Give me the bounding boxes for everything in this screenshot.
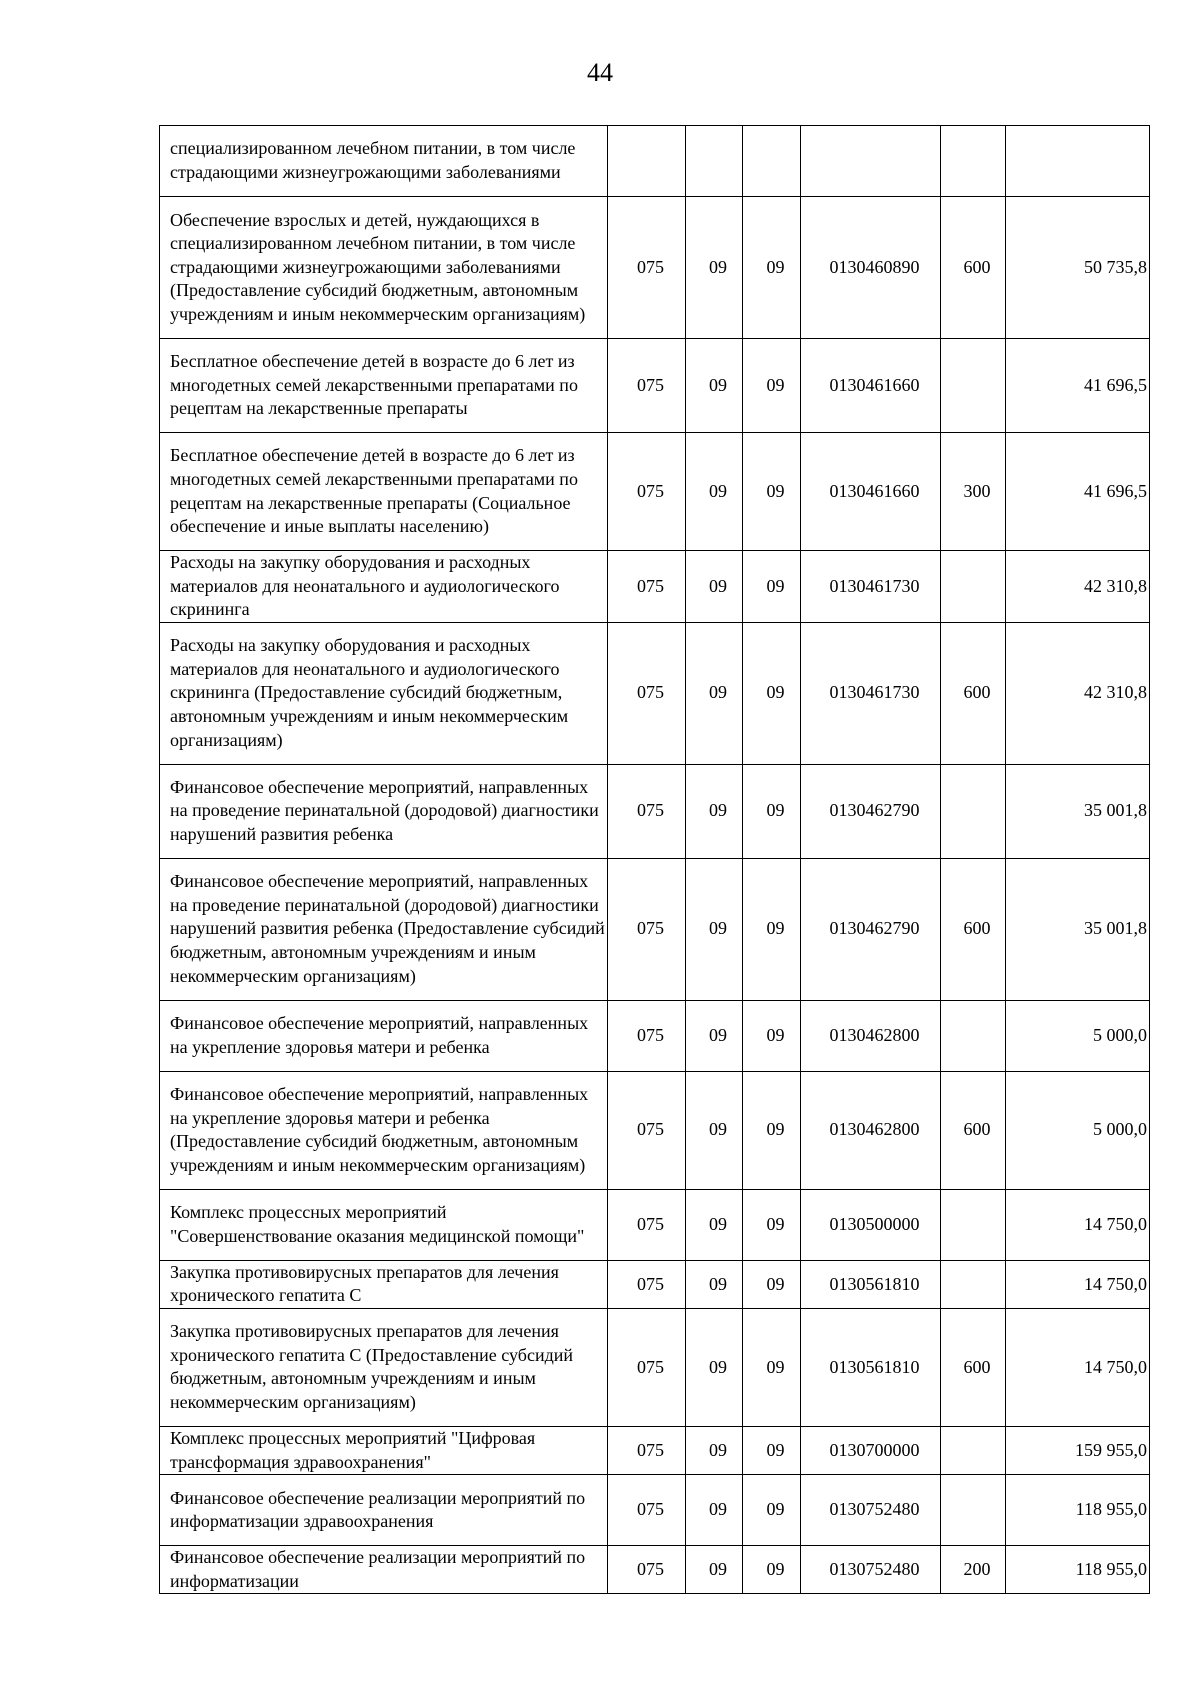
expense-type-cell	[941, 1426, 1006, 1474]
expense-type-cell	[941, 339, 1006, 433]
target-article-cell: 0130462800	[801, 1071, 941, 1189]
section-code-cell: 09	[686, 1308, 743, 1426]
expense-name-cell: Финансовое обеспечение мероприятий, направленных на проведение перинатальной (дородовой) диагностики нарушений развития ребенка (Предоставление субсидий бюджетным, автономным учреждениям и иным некоммерческим организациям)	[160, 858, 608, 1000]
expense-type-cell	[941, 551, 1006, 623]
table-row	[160, 126, 1150, 197]
subsection-code-cell: 09	[743, 197, 801, 339]
subsection-code-cell	[743, 126, 801, 197]
amount-cell: 35 001,8	[1006, 764, 1150, 858]
expense-name-cell: Расходы на закупку оборудования и расходных материалов для неонатального и аудиологического скрининга	[160, 551, 608, 623]
amount-cell: 50 735,8	[1006, 197, 1150, 339]
table-row	[160, 1189, 1150, 1260]
amount-cell: 14 750,0	[1006, 1260, 1150, 1308]
section-code-cell: 09	[686, 1260, 743, 1308]
table-row	[160, 764, 1150, 858]
ministry-code-cell: 075	[608, 1071, 686, 1189]
target-article-cell: 0130462800	[801, 1000, 941, 1071]
target-article-cell: 0130460890	[801, 197, 941, 339]
section-code-cell: 09	[686, 622, 743, 764]
amount-cell: 5 000,0	[1006, 1000, 1150, 1071]
expense-name-cell: Финансовое обеспечение мероприятий, направленных на укрепление здоровья матери и ребенка	[160, 1000, 608, 1071]
expense-type-cell	[941, 764, 1006, 858]
section-code-cell: 09	[686, 1475, 743, 1546]
amount-cell: 35 001,8	[1006, 858, 1150, 1000]
table-row	[160, 622, 1150, 764]
ministry-code-cell: 075	[608, 197, 686, 339]
expense-name-cell: Бесплатное обеспечение детей в возрасте до 6 лет из многодетных семей лекарственными препаратами по рецептам на лекарственные препараты	[160, 339, 608, 433]
subsection-code-cell: 09	[743, 1260, 801, 1308]
ministry-code-cell: 075	[608, 1000, 686, 1071]
table-row	[160, 197, 1150, 339]
expense-name-cell: Финансовое обеспечение мероприятий, направленных на укрепление здоровья матери и ребенка (Предоставление субсидий бюджетным, автономным учреждениям и иным некоммерческим организациям)	[160, 1071, 608, 1189]
ministry-code-cell: 075	[608, 1475, 686, 1546]
subsection-code-cell: 09	[743, 1546, 801, 1594]
target-article-cell: 0130500000	[801, 1189, 941, 1260]
target-article-cell: 0130752480	[801, 1546, 941, 1594]
section-code-cell: 09	[686, 1000, 743, 1071]
subsection-code-cell: 09	[743, 1308, 801, 1426]
target-article-cell: 0130752480	[801, 1475, 941, 1546]
target-article-cell: 0130461660	[801, 339, 941, 433]
expense-type-cell: 600	[941, 622, 1006, 764]
ministry-code-cell: 075	[608, 764, 686, 858]
section-code-cell: 09	[686, 1426, 743, 1474]
subsection-code-cell: 09	[743, 622, 801, 764]
subsection-code-cell: 09	[743, 339, 801, 433]
expense-name-cell: Обеспечение взрослых и детей, нуждающихся в специализированном лечебном питании, в том числе страдающими жизнеугрожающими заболеваниями (Предоставление субсидий бюджетным, автономным учреждениям и иным некоммерческим организациям)	[160, 197, 608, 339]
expense-name-cell: Закупка противовирусных препаратов для лечения хронического гепатита С	[160, 1260, 608, 1308]
section-code-cell: 09	[686, 764, 743, 858]
subsection-code-cell: 09	[743, 551, 801, 623]
expense-name-cell: Расходы на закупку оборудования и расходных материалов для неонатального и аудиологического скрининга (Предоставление субсидий бюджетным, автономным учреждениям и иным некоммерческим организациям)	[160, 622, 608, 764]
ministry-code-cell: 075	[608, 622, 686, 764]
ministry-code-cell	[608, 126, 686, 197]
table-row	[160, 339, 1150, 433]
ministry-code-cell: 075	[608, 1308, 686, 1426]
subsection-code-cell: 09	[743, 764, 801, 858]
amount-cell: 42 310,8	[1006, 622, 1150, 764]
table-row	[160, 1308, 1150, 1426]
table-row	[160, 1475, 1150, 1546]
ministry-code-cell: 075	[608, 1426, 686, 1474]
subsection-code-cell: 09	[743, 1426, 801, 1474]
table-row	[160, 1426, 1150, 1474]
expense-name-cell: Финансовое обеспечение реализации мероприятий по информатизации	[160, 1546, 608, 1594]
target-article-cell: 0130462790	[801, 858, 941, 1000]
subsection-code-cell: 09	[743, 1475, 801, 1546]
table-row	[160, 1000, 1150, 1071]
target-article-cell: 0130461730	[801, 622, 941, 764]
expense-name-cell: специализированном лечебном питании, в том числе страдающими жизнеугрожающими заболеваниями	[160, 126, 608, 197]
subsection-code-cell: 09	[743, 433, 801, 551]
target-article-cell: 0130462790	[801, 764, 941, 858]
expense-type-cell: 200	[941, 1546, 1006, 1594]
budget-table	[159, 125, 1150, 1594]
target-article-cell: 0130700000	[801, 1426, 941, 1474]
amount-cell: 14 750,0	[1006, 1189, 1150, 1260]
amount-cell: 42 310,8	[1006, 551, 1150, 623]
amount-cell: 14 750,0	[1006, 1308, 1150, 1426]
expense-name-cell: Комплекс процессных мероприятий "Совершенствование оказания медицинской помощи"	[160, 1189, 608, 1260]
subsection-code-cell: 09	[743, 1189, 801, 1260]
table-row	[160, 433, 1150, 551]
section-code-cell: 09	[686, 339, 743, 433]
ministry-code-cell: 075	[608, 339, 686, 433]
expense-type-cell	[941, 126, 1006, 197]
table-row	[160, 1071, 1150, 1189]
table-row	[160, 551, 1150, 623]
amount-cell: 5 000,0	[1006, 1071, 1150, 1189]
expense-name-cell: Финансовое обеспечение мероприятий, направленных на проведение перинатальной (дородовой) диагностики нарушений развития ребенка	[160, 764, 608, 858]
subsection-code-cell: 09	[743, 1071, 801, 1189]
expense-type-cell: 600	[941, 197, 1006, 339]
ministry-code-cell: 075	[608, 1189, 686, 1260]
expense-type-cell	[941, 1475, 1006, 1546]
section-code-cell: 09	[686, 197, 743, 339]
amount-cell: 118 955,0	[1006, 1546, 1150, 1594]
section-code-cell	[686, 126, 743, 197]
amount-cell: 41 696,5	[1006, 339, 1150, 433]
expense-name-cell: Закупка противовирусных препаратов для лечения хронического гепатита С (Предоставление субсидий бюджетным, автономным учреждениям и иным некоммерческим организациям)	[160, 1308, 608, 1426]
target-article-cell: 0130461660	[801, 433, 941, 551]
target-article-cell: 0130561810	[801, 1308, 941, 1426]
table-body	[160, 126, 1150, 1594]
expense-type-cell	[941, 1260, 1006, 1308]
expense-type-cell	[941, 1189, 1006, 1260]
amount-cell: 159 955,0	[1006, 1426, 1150, 1474]
section-code-cell: 09	[686, 1189, 743, 1260]
ministry-code-cell: 075	[608, 433, 686, 551]
expense-type-cell: 600	[941, 1071, 1006, 1189]
section-code-cell: 09	[686, 858, 743, 1000]
amount-cell: 118 955,0	[1006, 1475, 1150, 1546]
section-code-cell: 09	[686, 551, 743, 623]
table-row	[160, 858, 1150, 1000]
section-code-cell: 09	[686, 1071, 743, 1189]
table-row	[160, 1260, 1150, 1308]
expense-name-cell: Финансовое обеспечение реализации мероприятий по информатизации здравоохранения	[160, 1475, 608, 1546]
expense-type-cell: 600	[941, 858, 1006, 1000]
ministry-code-cell: 075	[608, 1260, 686, 1308]
table-row	[160, 1546, 1150, 1594]
section-code-cell: 09	[686, 1546, 743, 1594]
target-article-cell	[801, 126, 941, 197]
section-code-cell: 09	[686, 433, 743, 551]
page-number: 44	[587, 58, 613, 87]
amount-cell	[1006, 126, 1150, 197]
expense-name-cell: Бесплатное обеспечение детей в возрасте до 6 лет из многодетных семей лекарственными препаратами по рецептам на лекарственные препараты (Социальное обеспечение и иные выплаты населению)	[160, 433, 608, 551]
subsection-code-cell: 09	[743, 858, 801, 1000]
ministry-code-cell: 075	[608, 858, 686, 1000]
expense-type-cell: 300	[941, 433, 1006, 551]
ministry-code-cell: 075	[608, 551, 686, 623]
expense-name-cell: Комплекс процессных мероприятий "Цифровая трансформация здравоохранения"	[160, 1426, 608, 1474]
amount-cell: 41 696,5	[1006, 433, 1150, 551]
expense-type-cell	[941, 1000, 1006, 1071]
subsection-code-cell: 09	[743, 1000, 801, 1071]
target-article-cell: 0130561810	[801, 1260, 941, 1308]
ministry-code-cell: 075	[608, 1546, 686, 1594]
expense-type-cell: 600	[941, 1308, 1006, 1426]
target-article-cell: 0130461730	[801, 551, 941, 623]
